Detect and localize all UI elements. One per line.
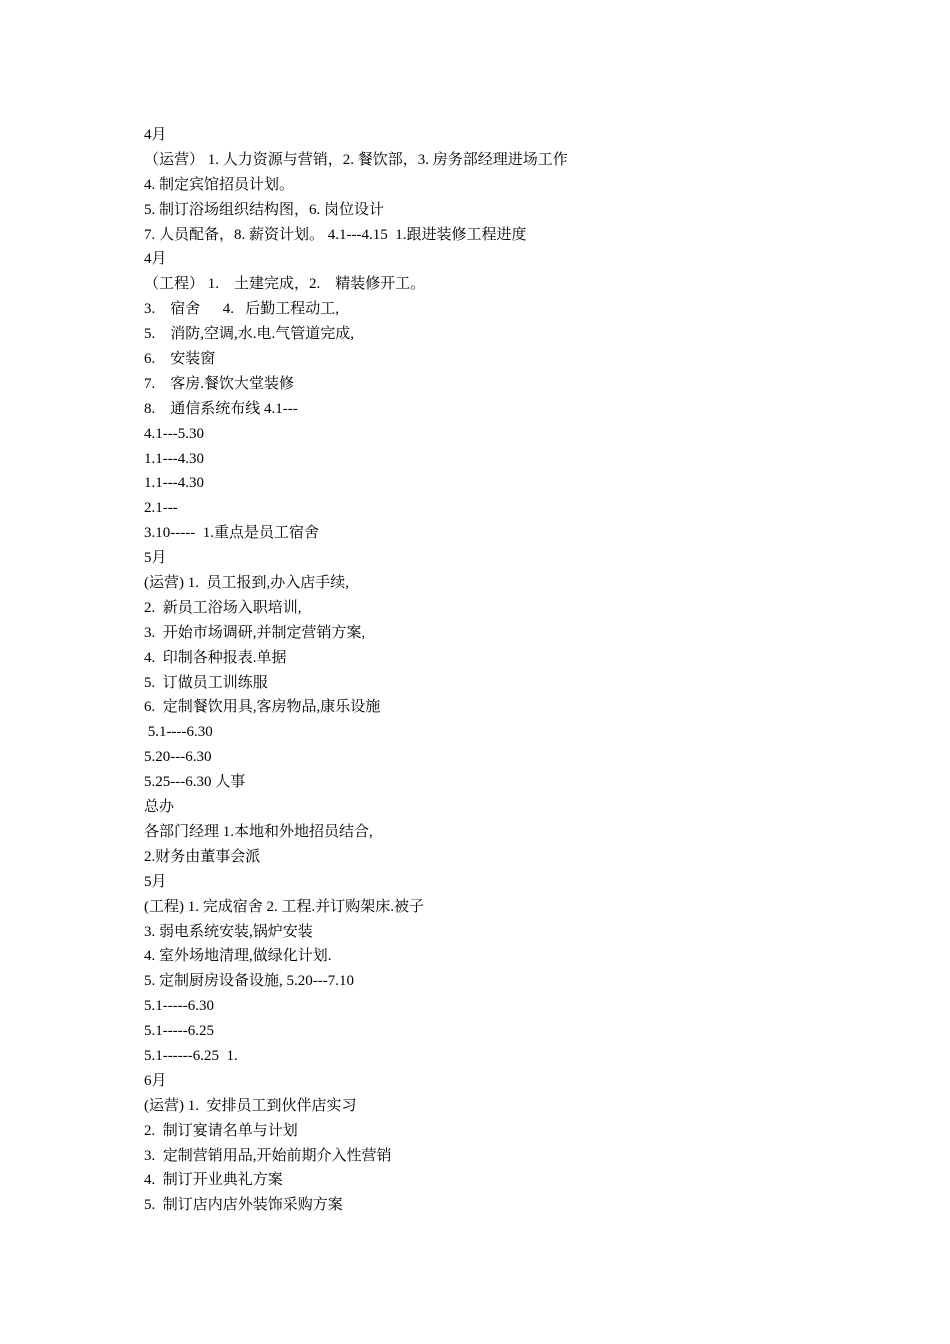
text-line: 7. 人员配备，8. 薪资计划。 4.1---4.15 1.跟进装修工程进度 [144,226,527,243]
text-line: 3. 弱电系统安装,锅炉安装 [144,923,313,940]
text-line: （运营） 1. 人力资源与营销，2. 餐饮部，3. 房务部经理进场工作 [144,151,568,168]
text-line: 6. 定制餐饮用具,客房物品,康乐设施 [144,699,381,716]
month-heading: 5月 [144,550,167,567]
month-heading: 5月 [144,873,167,890]
text-line: 2. 制订宴请名单与计划 [144,1122,298,1139]
month-heading: 4月 [144,251,167,268]
text-line: 总办 [144,799,175,816]
date-range-line: 5.1----6.30 [144,724,213,741]
text-line: 4. 印制各种报表.单据 [144,649,287,666]
text-line: 2. 新员工浴场入职培训, [144,599,302,616]
text-line: (运营) 1. 安排员工到伙伴店实习 [144,1097,357,1114]
month-heading: 4月 [144,127,167,143]
date-range-line: 2.1--- [144,500,178,517]
month-heading: 6月 [144,1072,167,1089]
date-range-line: 1.1---4.30 [144,475,204,492]
text-line: 5. 制订店内店外装饰采购方案 [144,1197,343,1214]
text-line: 3. 宿舍 4. 后勤工程动工, [144,301,340,318]
text-line: 4. 制定宾馆招员计划。 [144,176,295,193]
text-line: 8. 通信系统布线 4.1--- [144,400,298,417]
text-line: 3.10----- 1.重点是员工宿舍 [144,525,319,542]
text-line: 4. 制订开业典礼方案 [144,1172,283,1189]
date-range-line: 5.25---6.30 人事 [144,774,246,791]
text-line: 4. 室外场地清理,做绿化计划. [144,948,332,965]
text-line: 3. 定制营销用品,开始前期介入性营销 [144,1147,392,1164]
text-line: 6. 安装窗 [144,351,216,368]
text-line: (运营) 1. 员工报到,办入店手续, [144,575,349,592]
text-line: 5. 消防,空调,水.电.气管道完成, [144,326,355,343]
text-line: 各部门经理 1.本地和外地招员结合, [144,823,373,840]
text-line: 5. 定制厨房设备设施, 5.20---7.10 [144,973,354,990]
date-range-line: 5.1-----6.30 [144,998,214,1015]
text-line: 5. 制订浴场组织结构图，6. 岗位设计 [144,201,385,218]
date-range-line: 1.1---4.30 [144,450,204,467]
text-line: 5. 订做员工训练服 [144,674,268,691]
text-line: 7. 客房.餐饮大堂装修 [144,375,295,392]
date-range-line: 5.1------6.25 1. [144,1047,238,1064]
date-range-line: 4.1---5.30 [144,425,204,442]
date-range-line: 5.1-----6.25 [144,1023,214,1040]
text-line: (工程) 1. 完成宿舍 2. 工程.并订购架床.被子 [144,898,424,915]
text-line: 2.财务由董事会派 [144,848,261,865]
text-line: 3. 开始市场调研,并制定营销方案, [144,624,366,641]
text-line: （工程） 1. 土建完成，2. 精装修开工。 [144,276,426,293]
date-range-line: 5.20---6.30 [144,749,212,766]
document-body [144,123,844,1218]
